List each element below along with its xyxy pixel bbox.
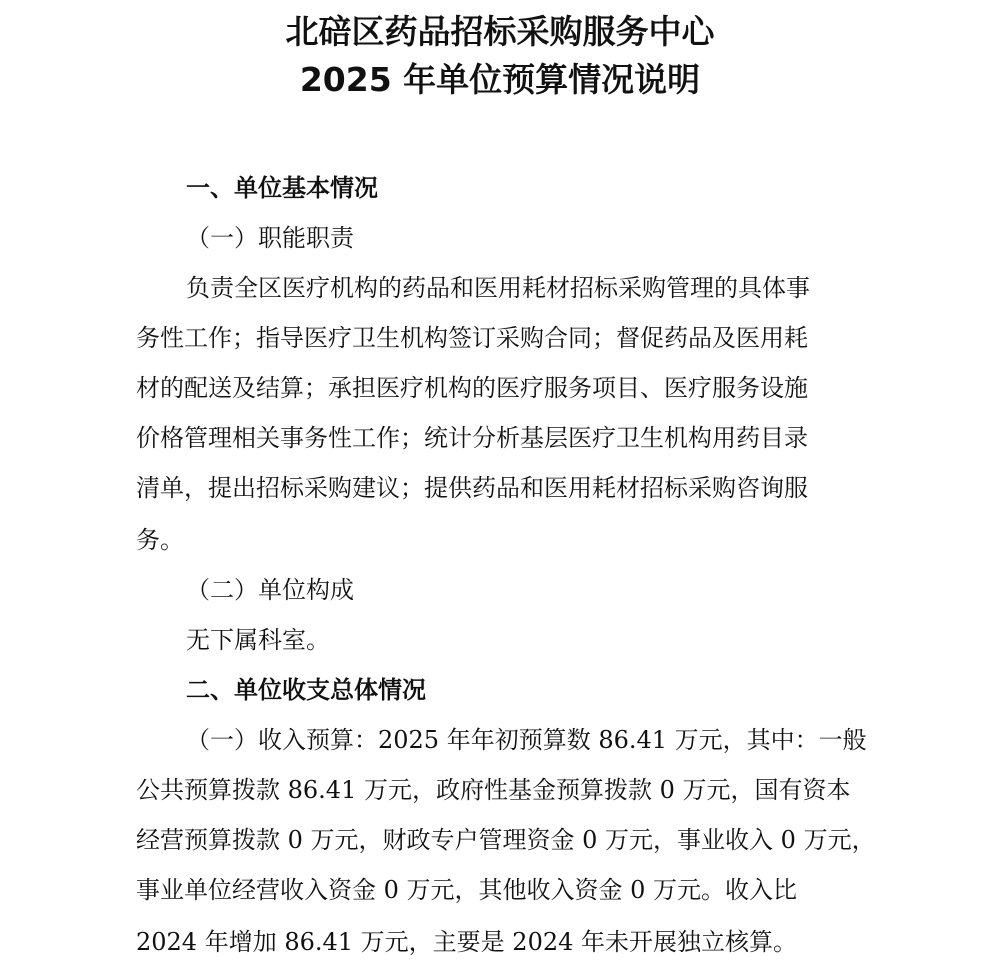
section-heading-basic-info: 一、单位基本情况 <box>186 174 378 202</box>
income-budget-line: 事业单位经营收入资金 0 万元，其他收入资金 0 万元。收入比 <box>136 876 798 904</box>
composition-text: 无下属科室。 <box>186 626 330 654</box>
income-budget-line: （一）收入预算：2025 年年初预算数 86.41 万元，其中：一般 <box>186 726 867 754</box>
document-title-line1: 北碚区药品招标采购服务中心 <box>285 12 715 51</box>
duties-line: 务性工作；指导医疗卫生机构签订采购合同；督促药品及医用耗 <box>136 324 808 352</box>
subsection-heading-duties: （一）职能职责 <box>186 224 354 252</box>
section-heading-budget-overview: 二、单位收支总体情况 <box>186 676 426 704</box>
income-budget-line: 2024 年增加 86.41 万元，主要是 2024 年未开展独立核算。 <box>136 928 798 956</box>
duties-line: 价格管理相关事务性工作；统计分析基层医疗卫生机构用药目录 <box>136 424 808 452</box>
duties-line: 材的配送及结算；承担医疗机构的医疗服务项目、医疗服务设施 <box>136 374 808 402</box>
duties-line: 务。 <box>136 526 184 554</box>
subsection-heading-composition: （二）单位构成 <box>186 576 354 604</box>
duties-line: 清单，提出招标采购建议；提供药品和医用耗材招标采购咨询服 <box>136 474 808 502</box>
income-budget-line: 经营预算拨款 0 万元，财政专户管理资金 0 万元，事业收入 0 万元， <box>136 826 876 854</box>
income-budget-line: 公共预算拨款 86.41 万元，政府性基金预算拨款 0 万元，国有资本 <box>136 776 851 804</box>
document-title-line2: 2025 年单位预算情况说明 <box>299 60 701 99</box>
duties-line: 负责全区医疗机构的药品和医用耗材招标采购管理的具体事 <box>186 274 810 302</box>
